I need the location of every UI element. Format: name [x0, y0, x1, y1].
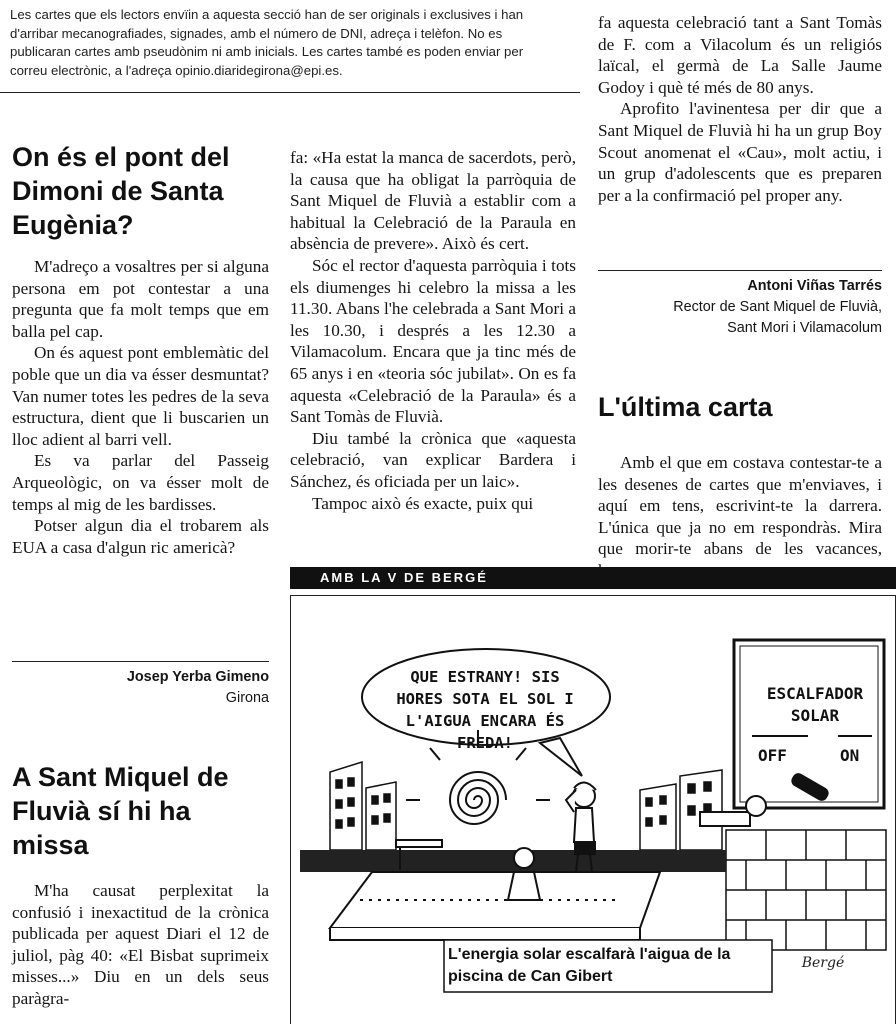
building-icon [640, 770, 722, 850]
letter-paragraph: M'ha causat perplexitat la confusió i inexactitud de la crònica publicada per aquest Diari el 12 de juliol, pàg 40: «El Bisbat suprimeix misses...» Diu en un dels seus paràgra- [12, 881, 269, 1008]
letter-paragraph: Aprofito l'avinentesa per dir que a Sant Miquel de Fluvià hi ha un grup Boy Scout anomenat el «Cau», molt actiu, i un grup d'adolescents que es preparen per a la confirmació pel proper any. [598, 99, 882, 205]
author-place: Girona [225, 690, 269, 706]
letter-paragraph: fa aquesta celebració tant a Sant Tomàs de F. com a Vilacolum és un religiós laïcal, el germà de La Salle Jaume Godoy i què té més de 80 anys. [598, 13, 882, 97]
letter-paragraph: Es va parlar del Passeig Arqueològic, on va ésser molt de temps al mig de les bardisses. [12, 451, 269, 514]
letter-paragraph: On és aquest pont emblemàtic del poble que un dia va ésser desmuntat? Van numer totes les pedres de la seva estructura, dient que li buscarien un lloc adient al barri vell. [12, 343, 269, 449]
author-place: Sant Mori i Vilamacolum [727, 320, 882, 336]
submission-notice: Les cartes que els lectors envïin a aquesta secció han de ser originals i exclusives i han d'arribar mecanografiades, signades, amb el número de DNI, adreça i telèfon. No es publicaran cartes amb pseudònim ni amb inicials. Les cartes també es poden enviar per correu electrònic, a l'adreça opinio.diaridegirona@epi.es. [10, 7, 524, 78]
letter-headline-pont-dimoni: On és el pont del Dimoni de Santa Eugènia? [12, 142, 230, 240]
letter-paragraph: fa: «Ha estat la manca de sacerdots, però, la causa que ha obligat la parròquia de Sant Miquel de Fluvià a establir com a habitual la Celebració de la Paraula en absència de prevere». Això és cert. [290, 148, 576, 254]
letter-paragraph: Sóc el rector d'aquesta parròquia i tots els diumenges hi celebro la missa a les 11.30. Abans l'he celebrada a Sant Mori a les 10.30, i després a les 12.30 a Vilamacolum. Encara que ja tinc més de 65 anys i en «teoria sóc jubilat». On es fa aquesta «Celebració de la Paraula» és a Sant Tomàs de Fluvià. [290, 255, 576, 427]
letter-paragraph: Diu també la crònica que «aquesta celebració, van explicar Bardera i Sánchez, és oficiada per un laic». [290, 428, 576, 491]
ground [300, 850, 726, 872]
artist-signature: Bergé [801, 955, 845, 971]
solar-heater-label-line1: ESCALFADOR [766, 684, 864, 703]
pool [330, 872, 660, 940]
solar-heater-label-line2: SOLAR [790, 706, 840, 725]
speech-bubble-text: QUE ESTRANY! SIS HORES SOTA EL SOL I L'AIGUA ENCARA ÉS FREDA! [396, 668, 574, 752]
letter-paragraph: M'adreço a vosaltres per si alguna persona em pot contestar a una pregunta que fa molt temps que em balla pel cap. [12, 257, 269, 341]
switch-off-label: OFF [758, 746, 787, 765]
solar-heater-label [748, 683, 882, 727]
letter-paragraph: Potser algun dia el trobarem als EUA a casa d'algun ric americà? [12, 516, 269, 557]
author-name: Josep Yerba Gimeno [126, 669, 269, 685]
letter-headline-sant-miquel: A Sant Miquel de Fluvià sí hi ha missa [12, 762, 229, 860]
cartoon-caption: L'energia solar escalfarà l'aigua de la piscina de Can Gibert [448, 946, 731, 985]
brick-wall [726, 830, 886, 950]
letter-paragraph: Amb el que em costava contestar-te a les desenes de cartes que m'enviaves, i aquí em tens, escrivint-te la darrera. L'única que ja no em respondràs. Mira que morir-te abans de les vacances, [598, 453, 882, 559]
building-icon [330, 762, 396, 850]
author-place: Rector de Sant Miquel de Fluvià, [673, 299, 882, 315]
switch-on-label: ON [840, 746, 860, 765]
letter-paragraph: Tampoc això és exacte, puix qui [312, 493, 534, 513]
author-name: Antoni Viñas Tarrés [747, 278, 882, 294]
letter-headline-ultima-carta: L'última carta [598, 392, 773, 422]
cartoon-section-header: AMB LA V DE BERGÉ [290, 567, 896, 589]
